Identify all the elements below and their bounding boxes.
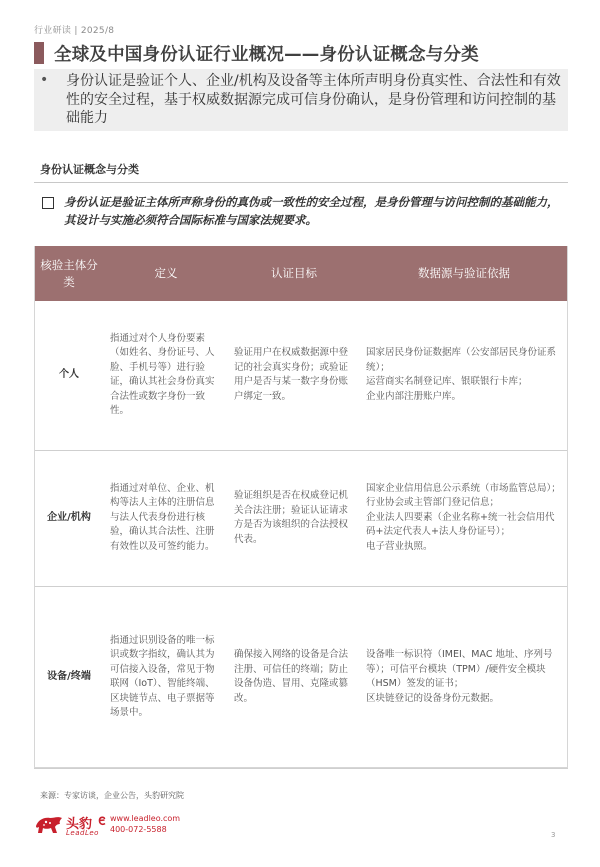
- row-goal: 验证组织是否在权威登记机关合法注册；验证认证请求方是否为该组织的合法授权代表。: [228, 450, 360, 586]
- source-item: 行业协会或主管部门登记信息；: [366, 497, 500, 509]
- summary-text: 身份认证是验证个人、企业/机构及设备等主体所声明身份真实性、合法性和有效性的安全过程，基于权威数据源完成可信身份确认，是身份管理和访问控制的基础能力: [66, 73, 561, 126]
- summary-box: [34, 69, 568, 131]
- source-item: 设备唯一标识符（IMEI、MAC 地址、序列号等）；可信平台模块（TPM）/硬件安全模块（HSM）签发的证书；: [366, 649, 553, 689]
- source-item: 运营商实名制登记库、银联银行卡库；: [366, 376, 528, 388]
- header-definition: 定义: [104, 246, 228, 301]
- website-link[interactable]: www.leadleo.com: [110, 814, 181, 823]
- source-item: 企业法人四要素（企业名称+统一社会信用代码+法定代表人+法人身份证号）；: [366, 511, 555, 538]
- report-tag: 行业研读 | 2025/8: [34, 26, 115, 36]
- row-goal: 确保接入网络的设备是合法注册、可信任的终端；防止设备伪造、冒用、克隆或篡改。: [228, 586, 360, 768]
- header-category: 核验主体分类: [34, 246, 104, 301]
- section-title: 身份认证概念与分类: [40, 163, 139, 176]
- row-goal: 验证用户在权威数据源中登记的社会真实身份；或验证用户是否与某一数字身份账户绑定一致。: [228, 301, 360, 450]
- table-header-row: [34, 246, 568, 301]
- row-definition: 指通过对个人身份要素（如姓名、身份证号、人脸、手机号等）进行验证，确认其社会身份真实合法性或数字身份一致性。: [104, 301, 228, 450]
- table-row: [34, 586, 568, 768]
- row-sources: [360, 301, 568, 450]
- row-definition: 指通过对单位、企业、机构等法人主体的注册信息与法人代表身份进行核验，确认其合法性、注册有效性以及可签约能力。: [104, 450, 228, 586]
- source-item: 区块链登记的设备身份元数据。: [366, 692, 500, 704]
- row-category: 个人: [34, 301, 104, 450]
- row-category: 设备/终端: [34, 586, 104, 768]
- contact-info: [110, 813, 180, 835]
- row-category: 企业/机构: [34, 450, 104, 586]
- row-sources: [360, 586, 568, 768]
- title-accent-bar: [34, 42, 44, 64]
- source-note: 来源：专家访谈，企业公告，头豹研究院: [40, 791, 184, 800]
- key-note: 身份认证是验证主体所声称身份的真伪或一致性的安全过程，是身份管理与访问控制的基础能力，其设计与实施必须符合国际标准与国家法规要求。: [64, 195, 559, 227]
- table-row: [34, 450, 568, 586]
- row-sources: [360, 450, 568, 586]
- source-item: 电子营业执照。: [366, 540, 433, 552]
- section-divider: [34, 182, 568, 183]
- page-title: 全球及中国身份认证行业概况——身份认证概念与分类: [54, 45, 479, 65]
- table-row: [34, 301, 568, 450]
- brand-name-en: LeadLeo: [66, 829, 99, 837]
- header-sources: 数据源与验证依据: [360, 246, 568, 301]
- source-item: 企业内部注册账户库。: [366, 390, 462, 402]
- summary-bullet: •: [40, 72, 49, 88]
- header-goal: 认证目标: [228, 246, 360, 301]
- brand-name: 头豹: [66, 817, 93, 832]
- checkbox-bullet-icon: [42, 197, 54, 209]
- row-definition: 指通过识别设备的唯一标识或数字指纹，确认其为可信接入设备，常见于物联网（IoT）、智能终端、区块链节点、电子票据等场景中。: [104, 586, 228, 768]
- source-item: 国家居民身份证数据库（公安部居民身份证系统）；: [366, 347, 557, 373]
- source-item: 国家企业信用信息公示系统（市场监管总局）；: [366, 482, 561, 494]
- page-number: 3: [551, 831, 556, 839]
- brand-e-icon: [98, 814, 106, 828]
- phone-number: 400-072-5588: [110, 825, 167, 834]
- leopard-logo-icon: [34, 812, 64, 836]
- classification-table: [34, 246, 568, 769]
